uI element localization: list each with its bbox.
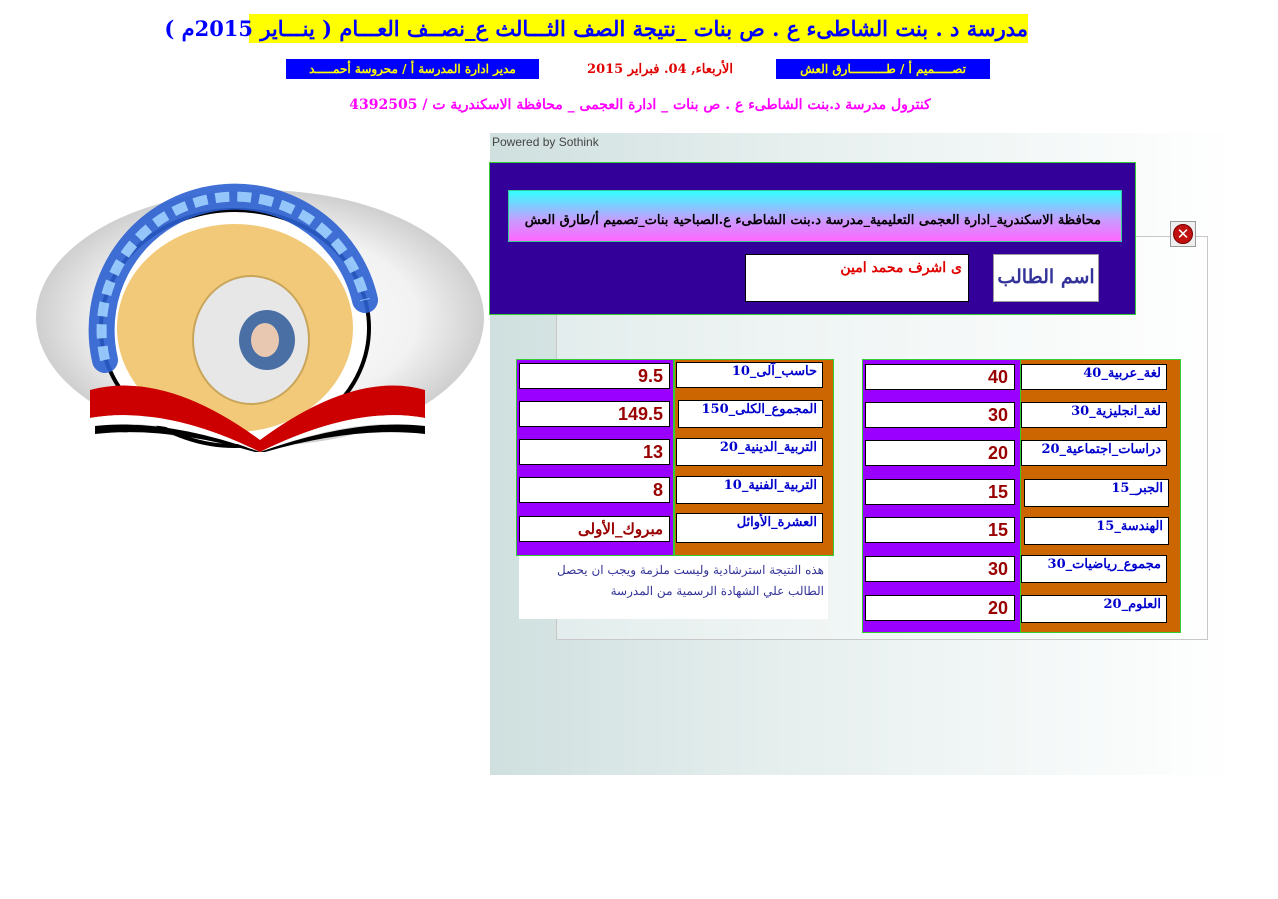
powered-by-label: Powered by Sothink	[492, 135, 599, 149]
control-info: كنترول مدرسة د.بنت الشاطىء ع . ص بنات _ ادارة العجمى _ محافظة الاسكندرية ت / 4392505	[349, 97, 931, 113]
subject-label-top-ten: العشرة_الأوائل	[676, 513, 823, 543]
subject-score-geometry[interactable]: 15	[865, 517, 1015, 543]
subject-label-religion: التربية_الدينية_20	[676, 438, 823, 466]
close-button[interactable]	[1170, 221, 1196, 247]
subject-score-art[interactable]: 8	[519, 477, 670, 503]
subject-label-grand-total: المجموع_الكلى_150	[678, 400, 823, 428]
subject-label-algebra: الجبر_15	[1024, 479, 1169, 507]
subject-label-science: العلوم_20	[1021, 595, 1167, 623]
student-name-label: اسم الطالب	[993, 254, 1099, 302]
subject-score-religion[interactable]: 13	[519, 439, 670, 465]
banner-text: محافظة الاسكندرية_ادارة العجمى التعليمية_مدرسة د.بنت الشاطىء ع.الصباحية بنات_تصميم أ/طارق العش	[508, 190, 1122, 242]
close-icon: ✕	[1173, 224, 1193, 244]
subject-label-social: دراسات_اجتماعية_20	[1021, 440, 1167, 466]
subject-label-arabic: لغة_عربية_40	[1021, 364, 1167, 390]
subject-score-social[interactable]: 20	[865, 440, 1015, 466]
subject-label-english: لغة_انجليزية_30	[1021, 402, 1167, 428]
subject-score-science[interactable]: 20	[865, 595, 1015, 621]
subject-label-computer: حاسب_آلى_10	[676, 362, 823, 388]
manager-credit: مدير ادارة المدرسة أ / محروسة أحمـــــد	[286, 59, 539, 79]
subject-label-math-total: مجموع_رياضيات_30	[1021, 555, 1167, 583]
subject-score-algebra[interactable]: 15	[865, 479, 1015, 505]
student-name-field[interactable]: ى اشرف محمد امين	[745, 254, 969, 302]
subject-score-grand-total[interactable]: 149.5	[519, 401, 670, 427]
subject-score-computer[interactable]: 9.5	[519, 363, 670, 389]
disclaimer-note: هذه النتيجة استرشادية وليست ملزمة ويجب ان يحصل الطالب علي الشهادة الرسمية من المدرسة	[519, 556, 828, 619]
subject-label-geometry: الهندسة_15	[1024, 517, 1169, 545]
school-logo	[35, 190, 485, 452]
page-title: مدرسة د . بنت الشاطىء ع . ص بنات _نتيجة الصف الثـــالث ع_نصــف العـــام ( ينـــاير 2015م )	[164, 16, 1028, 41]
subject-score-math-total[interactable]: 30	[865, 556, 1015, 582]
subject-score-arabic[interactable]: 40	[865, 364, 1015, 390]
subject-label-art: التربية_الفنية_10	[676, 476, 823, 504]
designer-credit: تصـــــميم أ / طــــــــــارق العش	[776, 59, 990, 79]
current-date: الأربعاء, 04. فبراير 2015	[587, 62, 733, 77]
subject-score-top-ten[interactable]: مبروك_الأولى	[519, 516, 670, 542]
subject-score-english[interactable]: 30	[865, 402, 1015, 428]
